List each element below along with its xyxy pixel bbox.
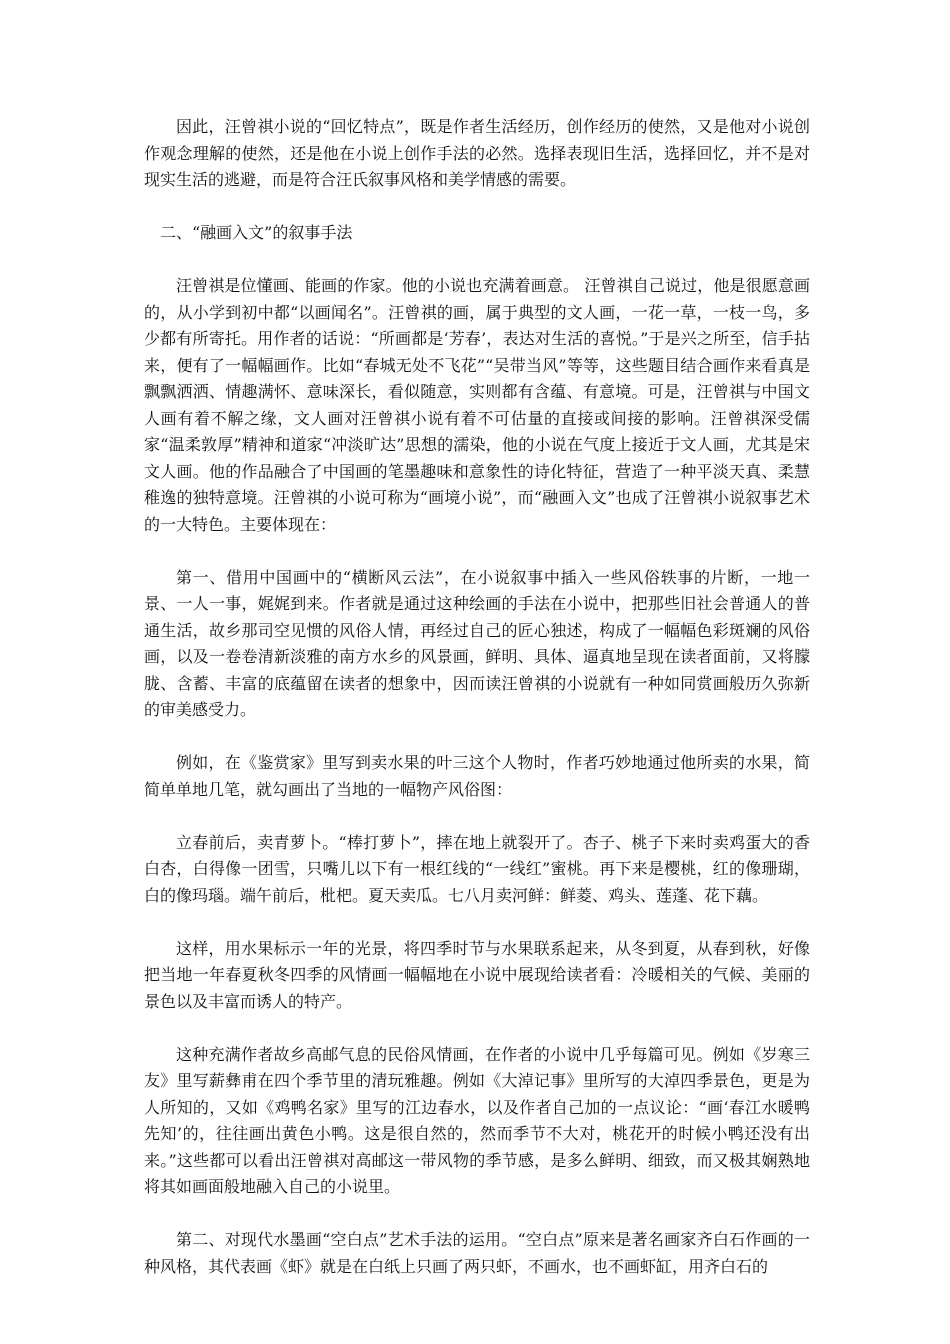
paragraph-memory-feature: 因此，汪曾祺小说的“回忆特点”，既是作者生活经历，创作经历的使然，又是他对小说创作观念理解的使然，还是他在小说上创作手法的必然。选择表现旧生活，选择回忆，并不是对现实生活的逃避，而是符合汪氏叙事风格和美学情感的需要。 [144, 117, 810, 189]
paragraph-seasons: 这样，用水果标示一年的光景，将四季时节与水果联系起来，从冬到夏，从春到秋，好像把当地一年春夏秋冬四季的风情画一幅幅地在小说中展现给读者看：冷暖相关的气候、美丽的景色以及丰富而诱人的特产。 [144, 938, 810, 1011]
paragraph-quotation: 立春前后，卖青萝卜。“棒打萝卜”，摔在地上就裂开了。杏子、桃子下来时卖鸡蛋大的香白杏，白得像一团雪，只嘴儿以下有一根红线的“一线红”蜜桃。再下来是樱桃，红的像珊瑚，白的像玛瑙。端午前后，枇杷。夏天卖瓜。七八月卖河鲜：鲜菱、鸡头、莲蓬、花下藕。 [144, 832, 810, 905]
paragraph-painting-intro: 汪曾祺是位懂画、能画的作家。他的小说也充满着画意。 汪曾祺自己说过，他是很愿意画的，从小学到初中都“以画闻名”。汪曾祺的画，属于典型的文人画，一花一草，一枝一鸟，多少都有所寄托。用作者的话说：“所画都是‘芳春’，表达对生活的喜悦。”于是兴之所至，信手拈来，便有了一幅幅画作。比如“春城无处不飞花”“吴带当风”等等，这些题目结合画作来看真是飘飘洒洒、情趣满怀、意味深长，看似随意，实则都有含蕴、有意境。可是，汪曾祺与中国文人画有着不解之缘，文人画对汪曾祺小说有着不可估量的直接或间接的影响。汪曾祺深受儒家“温柔敦厚”精神和道家“冲淡旷达”思想的濡染，他的小说在气度上接近于文人画，尤其是宋文人画。他的作品融合了中国画的笔墨趣味和意象性的诗化特征，营造了一种平淡天真、柔慧稚逸的独特意境。汪曾祺的小说可称为“画境小说”，而“融画入文”也成了汪曾祺小说叙事艺术的一大特色。主要体现在： [144, 276, 810, 534]
section-heading: 二、“融画入文”的叙事手法 [160, 223, 353, 242]
document-body [144, 114, 810, 1307]
paragraph-example-intro: 例如，在《鉴赏家》里写到卖水果的叶三这个人物时，作者巧妙地通过他所卖的水果，简简单单地几笔，就勾画出了当地的一幅物产风俗图： [144, 753, 810, 799]
paragraph-folk-scenes: 这种充满作者故乡高邮气息的民俗风情画，在作者的小说中几乎每篇可见。例如《岁寒三友》里写薪彝甫在四个季节里的清玩雅趣。例如《大淖记事》里所写的大淖四季景色，更是为人所知的，又如《鸡鸭名家》里写的江边春水，以及作者自己加的一点议论：“画‘春江水暖鸭先知’的，往往画出黄色小鸭。这是很自然的，然而季节不大对，桃花开的时候小鸭还没有出来。”这些都可以看出汪曾祺对高邮这一带风物的季节感，是多么鲜明、细致，而又极其娴熟地将其如画面般地融入自己的小说里。 [144, 1044, 810, 1196]
paragraph-point-one: 第一、借用中国画中的“横断风云法”，在小说叙事中插入一些风俗轶事的片断，一地一景、一人一事，娓娓到来。作者就是通过这种绘画的手法在小说中，把那些旧社会普通人的普通生活，故乡那司空见惯的风俗人情，再经过自己的匠心独述，构成了一幅幅色彩斑斓的风俗画，以及一卷卷清新淡雅的南方水乡的风景画，鲜明、具体、逼真地呈现在读者面前，又将朦胧、含蓄、丰富的底蕴留在读者的想象中，因而读汪曾祺的小说就有一种如同赏画般历久弥新的审美感受力。 [144, 567, 810, 719]
paragraph-point-two: 第二、对现代水墨画“空白点”艺术手法的运用。“空白点”原来是著名画家齐白石作画的一种风格，其代表画《虾》就是在白纸上只画了两只虾，不画水，也不画虾缸，用齐白石的 [144, 1230, 810, 1276]
